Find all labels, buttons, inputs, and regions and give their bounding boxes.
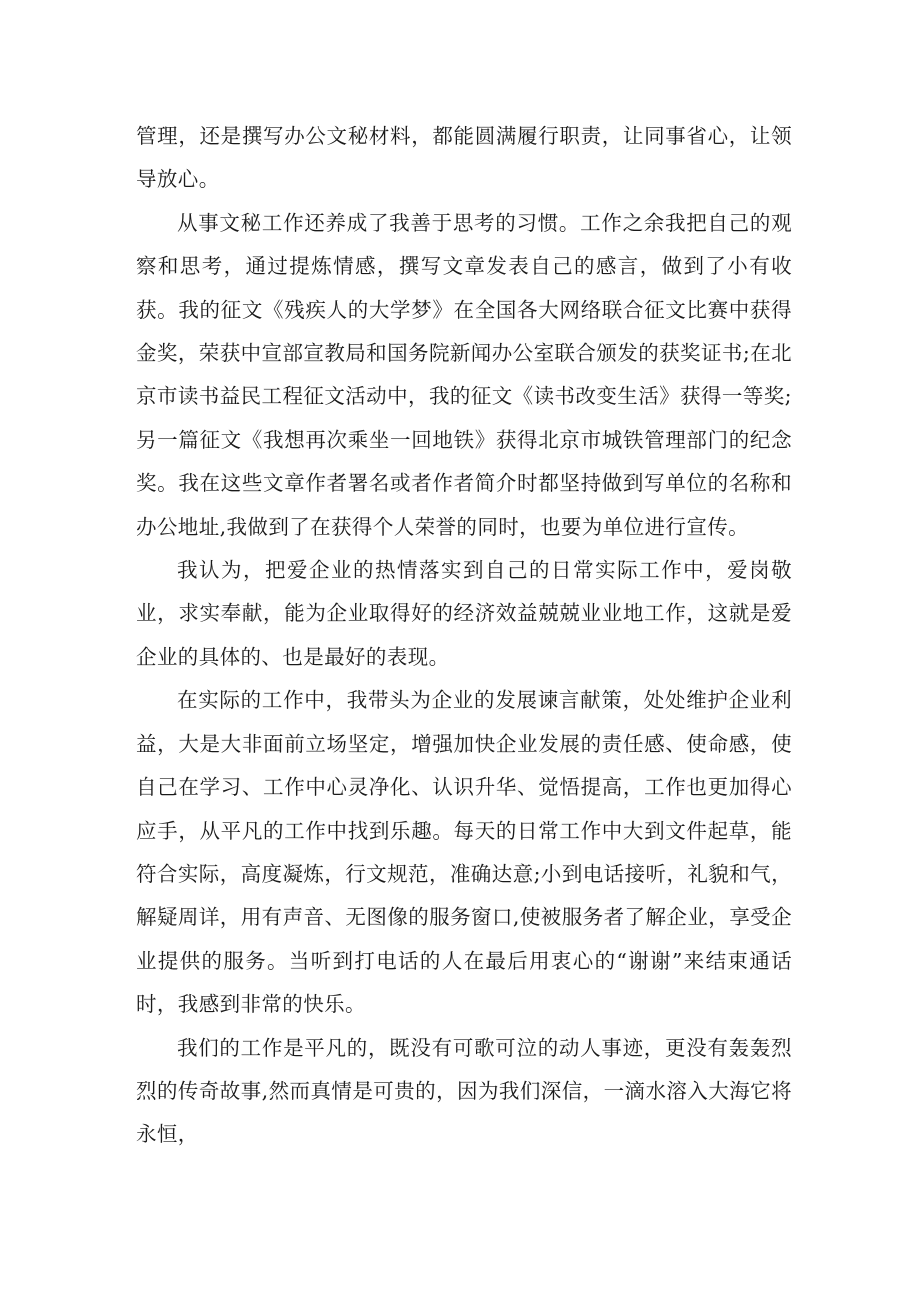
paragraph-love-enterprise: 我认为，把爱企业的热情落实到自己的日常实际工作中，爱岗敬业，求实奉献，能为企业取得好的经济效益兢兢业业地工作，这就是爱企业的具体的、也是最好的表现。	[136, 558, 792, 669]
paragraph-thinking-habit: 从事文秘工作还养成了我善于思考的习惯。工作之余我把自己的观察和思考，通过提炼情感，撰写文章发表自己的感言，做到了小有收获。我的征文《残疾人的大学梦》在全国各大网络联合征文比赛中获得金奖，荣获中宣部宣教局和国务院新闻办公室联合颁发的获奖证书;在北京市读书益民工程征文活动中，我的征文《读书改变生活》获得一等奖;另一篇征文《我想再次乘坐一回地铁》获得北京市城铁管理部门的纪念奖。我在这些文章作者署名或者作者简介时都坚持做到写单位的名称和办公地址,我做到了在获得个人荣誉的同时，也要为单位进行宣传。	[136, 210, 792, 539]
paragraph-actual-work: 在实际的工作中，我带头为企业的发展谏言献策，处处维护企业利益，大是大非面前立场坚定，增强加快企业发展的责任感、使命感，使自己在学习、工作中心灵净化、认识升华、觉悟提高，工作也更加得心应手，从平凡的工作中找到乐趣。每天的日常工作中大到文件起草，能符合实际，高度凝炼，行文规范，准确达意;小到电话接听，礼貌和气，解疑周详，用有声音、无图像的服务窗口,使被服务者了解企业，享受企业提供的服务。当听到打电话的人在最后用衷心的“谢谢”来结束通话时，我感到非常的快乐。	[136, 688, 792, 1017]
document-body	[136, 115, 792, 1157]
paragraph-continued: 管理，还是撰写办公文秘材料，都能圆满履行职责，让同事省心，让领导放心。	[136, 124, 792, 192]
paragraph-ordinary-work: 我们的工作是平凡的，既没有可歌可泣的动人事迹，更没有轰轰烈烈的传奇故事,然而真情是可贵的，因为我们深信，一滴水溶入大海它将永恒，	[136, 1035, 792, 1147]
